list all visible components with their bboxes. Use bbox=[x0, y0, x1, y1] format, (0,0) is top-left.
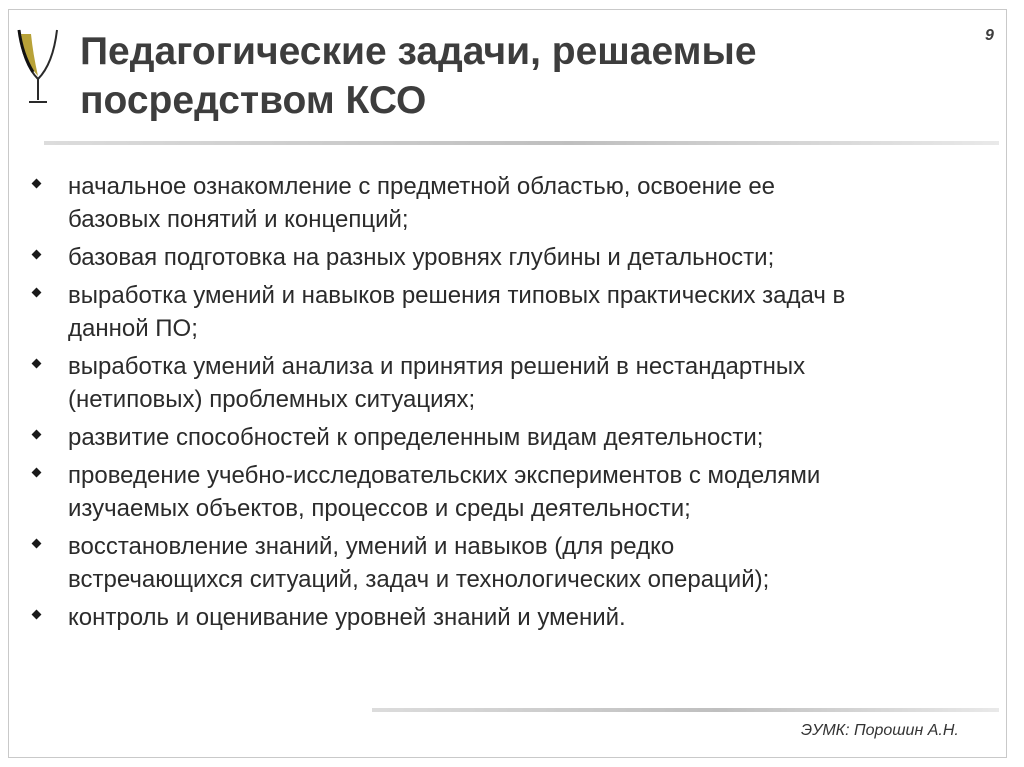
page-number: 9 bbox=[985, 27, 994, 44]
list-item-line: базовая подготовка на разных уровнях глубины и детальности; bbox=[68, 244, 775, 271]
list-item-line: (нетиповых) проблемных ситуациях; bbox=[68, 386, 476, 413]
wine-glass-icon bbox=[13, 24, 63, 114]
list-item bbox=[28, 241, 993, 274]
list-item-line: восстановление знаний, умений и навыков (для редко bbox=[68, 533, 675, 560]
list-item bbox=[28, 350, 993, 416]
diamond-bullet-icon bbox=[32, 288, 42, 298]
list-item-line: контроль и оценивание уровней знаний и умений. bbox=[68, 604, 626, 631]
diamond-bullet-icon bbox=[32, 539, 42, 549]
diamond-bullet-icon bbox=[32, 468, 42, 478]
title-divider bbox=[44, 141, 999, 145]
list-item-line: проведение учебно-исследовательских экспериментов с моделями bbox=[68, 462, 821, 489]
list-item bbox=[28, 530, 993, 596]
diamond-bullet-icon bbox=[32, 250, 42, 260]
footer-author: ЭУМК: Порошин А.Н. bbox=[801, 722, 959, 739]
list-item-line: базовых понятий и концепций; bbox=[68, 206, 409, 233]
list-item bbox=[28, 421, 993, 454]
list-item bbox=[28, 459, 993, 525]
diamond-bullet-icon bbox=[32, 430, 42, 440]
list-item-line: развитие способностей к определенным видам деятельности; bbox=[68, 424, 764, 451]
task-list bbox=[28, 170, 993, 639]
list-item bbox=[28, 170, 993, 236]
slide-title-line: Педагогические задачи, решаемые bbox=[80, 30, 757, 73]
list-item-line: изучаемых объектов, процессов и среды деятельности; bbox=[68, 495, 691, 522]
list-item bbox=[28, 601, 993, 634]
diamond-bullet-icon bbox=[32, 179, 42, 189]
slide-title-line: посредством КСО bbox=[80, 79, 427, 122]
list-item-line: начальное ознакомление с предметной областью, освоение ее bbox=[68, 173, 776, 200]
slide-title bbox=[80, 27, 757, 125]
diamond-bullet-icon bbox=[32, 359, 42, 369]
list-item bbox=[28, 279, 993, 345]
list-item-line: встречающихся ситуаций, задач и технологических операций); bbox=[68, 566, 770, 593]
list-item-line: данной ПО; bbox=[68, 315, 198, 342]
diamond-bullet-icon bbox=[32, 610, 42, 620]
list-item-line: выработка умений и навыков решения типовых практических задач в bbox=[68, 282, 846, 309]
footer-divider bbox=[372, 708, 999, 712]
list-item-line: выработка умений анализа и принятия решений в нестандартных bbox=[68, 353, 806, 380]
